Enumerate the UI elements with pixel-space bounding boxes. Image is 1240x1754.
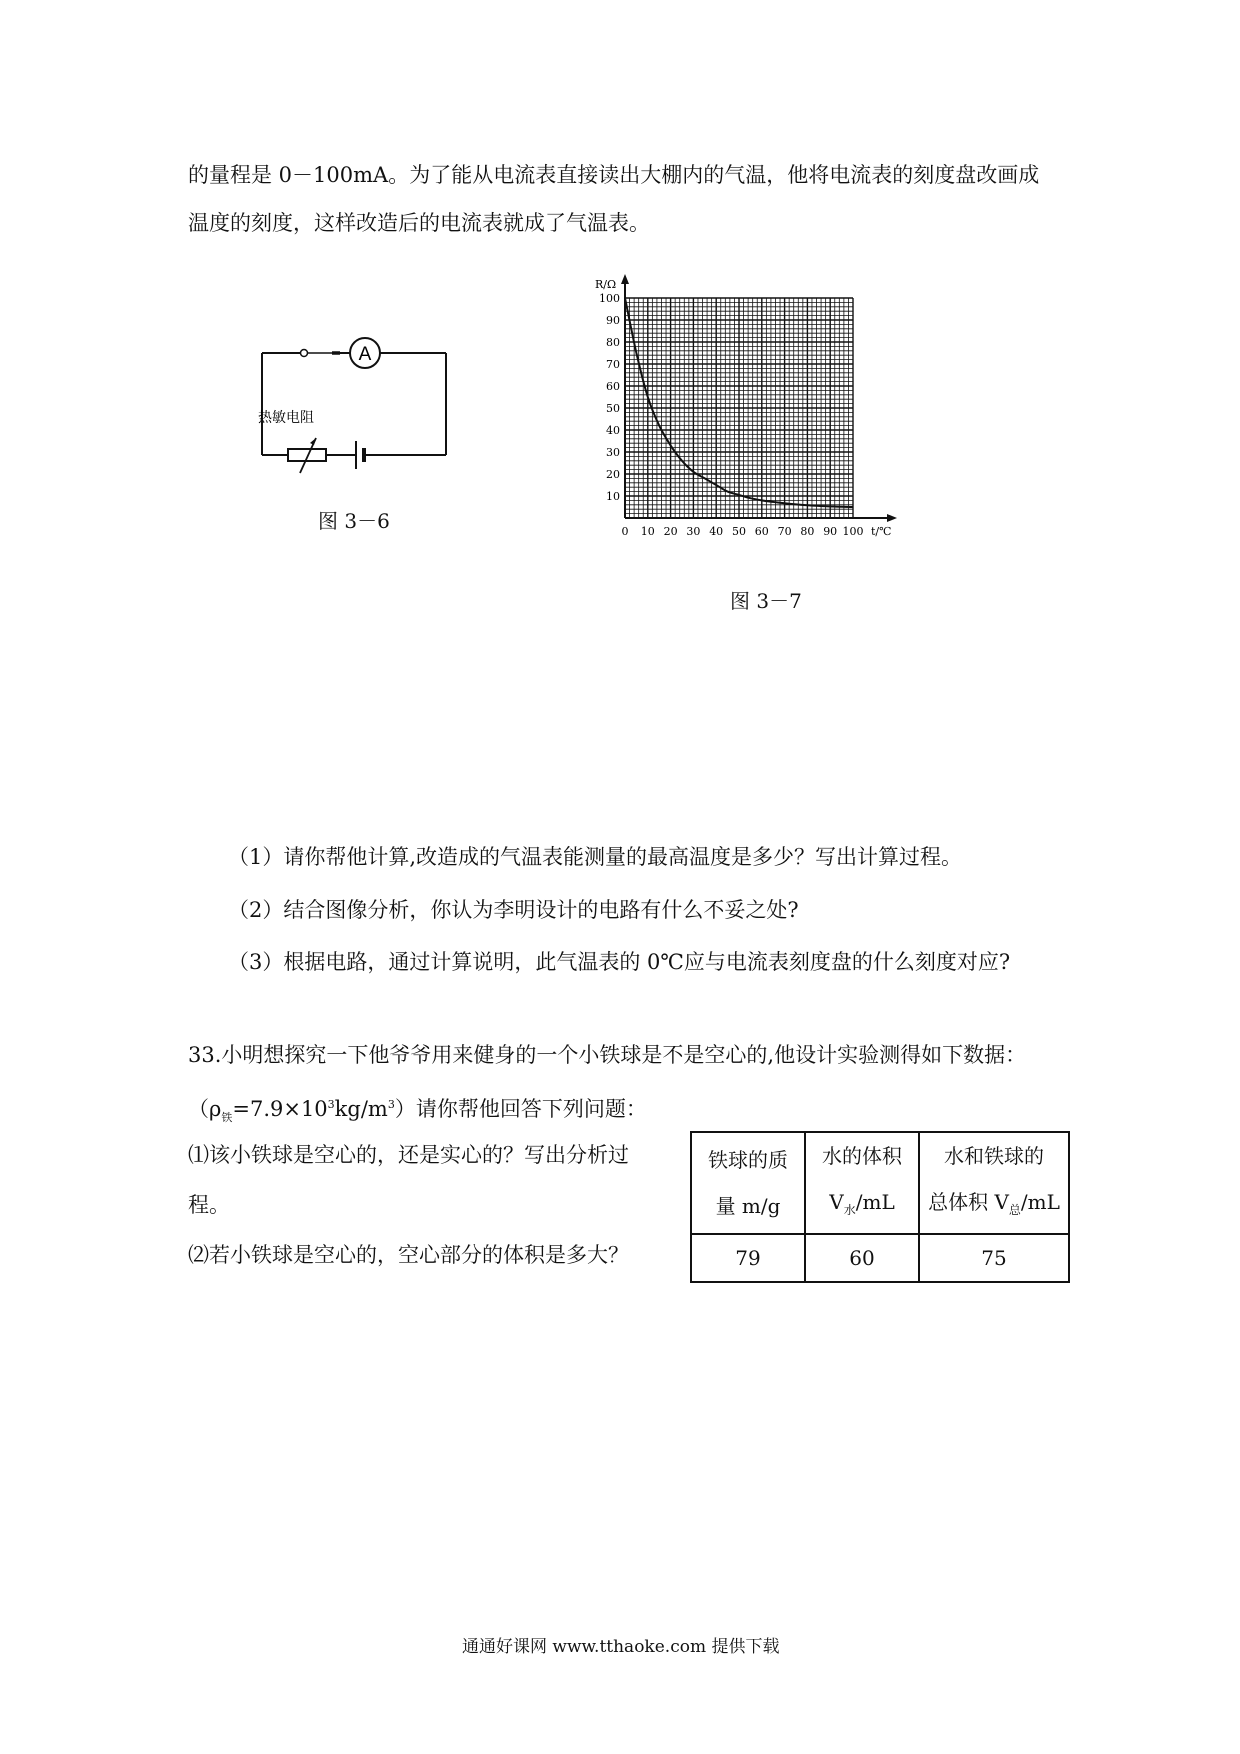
intro-line-2: 温度的刻度，这样改造后的电流表就成了气温表。 [188,211,650,235]
density-prefix: （ρ [188,1097,222,1121]
header-water-line-2 [806,1179,918,1233]
cell-mass: 79 [691,1234,805,1282]
figure-3-6-caption: 图 3－6 [318,509,390,533]
y-tick-label: 20 [606,468,620,481]
y-axis-arrow [621,274,629,284]
density-suffix: ）请你帮他回答下列问题： [394,1097,647,1121]
total-v-symbol: 总体积 V [928,1190,1009,1214]
y-tick-label: 90 [606,314,620,327]
q33-density-line [188,1090,647,1133]
x-tick-label: 80 [800,525,815,538]
table-row [691,1234,1069,1282]
density-subscript: 铁 [221,1111,233,1125]
header-total-volume [919,1132,1069,1234]
x-tick-label: 20 [663,525,678,538]
question-3: （3）根据电路，通过计算说明，此气温表的 0℃应与电流表刻度盘的什么刻度对应? [228,950,1011,974]
x-tick-label: 40 [709,525,724,538]
y-tick-label: 60 [606,380,620,393]
x-tick-label: 0 [621,525,629,538]
density-exponent: 3 [327,1098,335,1111]
q33-line-1: 33.小明想探究一下他爷爷用来健身的一个小铁球是不是空心的,他设计实验测得如下数据： [188,1043,1027,1067]
cell-total-volume: 75 [919,1234,1069,1282]
cell-water-volume: 60 [805,1234,919,1282]
x-tick-label: 30 [686,525,701,538]
q33-sub1-line-2: 程。 [188,1193,230,1217]
header-total-line-1: 水和铁球的 [944,1144,1044,1168]
ammeter-label: A [358,344,372,365]
x-axis-arrow [887,514,897,522]
y-tick-label: 50 [606,402,620,415]
density-value: =7.9×10 [232,1097,328,1121]
table-header-row [691,1132,1069,1234]
header-water-line-1: 水的体积 [822,1144,902,1168]
circuit-diagram [250,325,470,475]
x-tick-label: 70 [777,525,792,538]
switch-terminal [301,350,308,357]
question-1: （1）请你帮他计算,改造成的气温表能测量的最高温度是多少？写出计算过程。 [228,845,963,869]
water-v-unit: /mL [855,1190,895,1214]
x-axis-label: t/℃ [871,525,892,538]
y-axis-label: R/Ω [595,278,617,291]
water-v-subscript: 水 [843,1203,856,1217]
header-water-volume [805,1132,919,1234]
x-tick-label: 10 [640,525,655,538]
intro-line-1: 的量程是 0－100mA。为了能从电流表直接读出大棚内的气温，他将电流表的刻度盘改画成 [188,163,1040,187]
header-mass-line-1: 铁球的质 [708,1148,788,1172]
q33-sub1-line-1: ⑴该小铁球是空心的，还是实心的？写出分析过 [188,1143,629,1167]
y-tick-label: 80 [606,336,620,349]
header-mass-line-2: 量 m/g [715,1194,781,1218]
density-unit: kg/m [334,1097,388,1121]
x-tick-label: 60 [754,525,769,538]
y-tick-label: 30 [606,446,620,459]
x-tick-label: 50 [732,525,746,538]
y-tick-label: 70 [606,358,620,371]
q33-sub2: ⑵若小铁球是空心的，空心部分的体积是多大？ [188,1243,629,1267]
total-v-subscript: 总 [1008,1203,1021,1217]
resistance-temperature-chart [570,270,950,585]
water-v-symbol: V [829,1190,844,1214]
y-tick-label: 100 [599,292,620,305]
header-total-line-2 [920,1179,1068,1233]
y-tick-label: 10 [606,490,620,503]
question-2: （2）结合图像分析，你认为李明设计的电路有什么不妥之处? [228,898,799,922]
page-footer: 通通好课网 www.tthaoke.com 提供下载 [462,1637,780,1657]
figure-3-7-caption: 图 3－7 [730,589,802,613]
density-unit-exponent: 3 [387,1098,395,1111]
x-tick-label: 100 [842,525,864,538]
chart-grid [625,298,853,518]
thermistor-label: 热敏电阻 [258,410,314,426]
total-v-unit: /mL [1020,1190,1060,1214]
x-tick-label: 90 [823,525,838,538]
header-mass [691,1132,805,1234]
iron-ball-data-table [690,1131,1070,1283]
y-tick-label: 40 [606,424,620,437]
